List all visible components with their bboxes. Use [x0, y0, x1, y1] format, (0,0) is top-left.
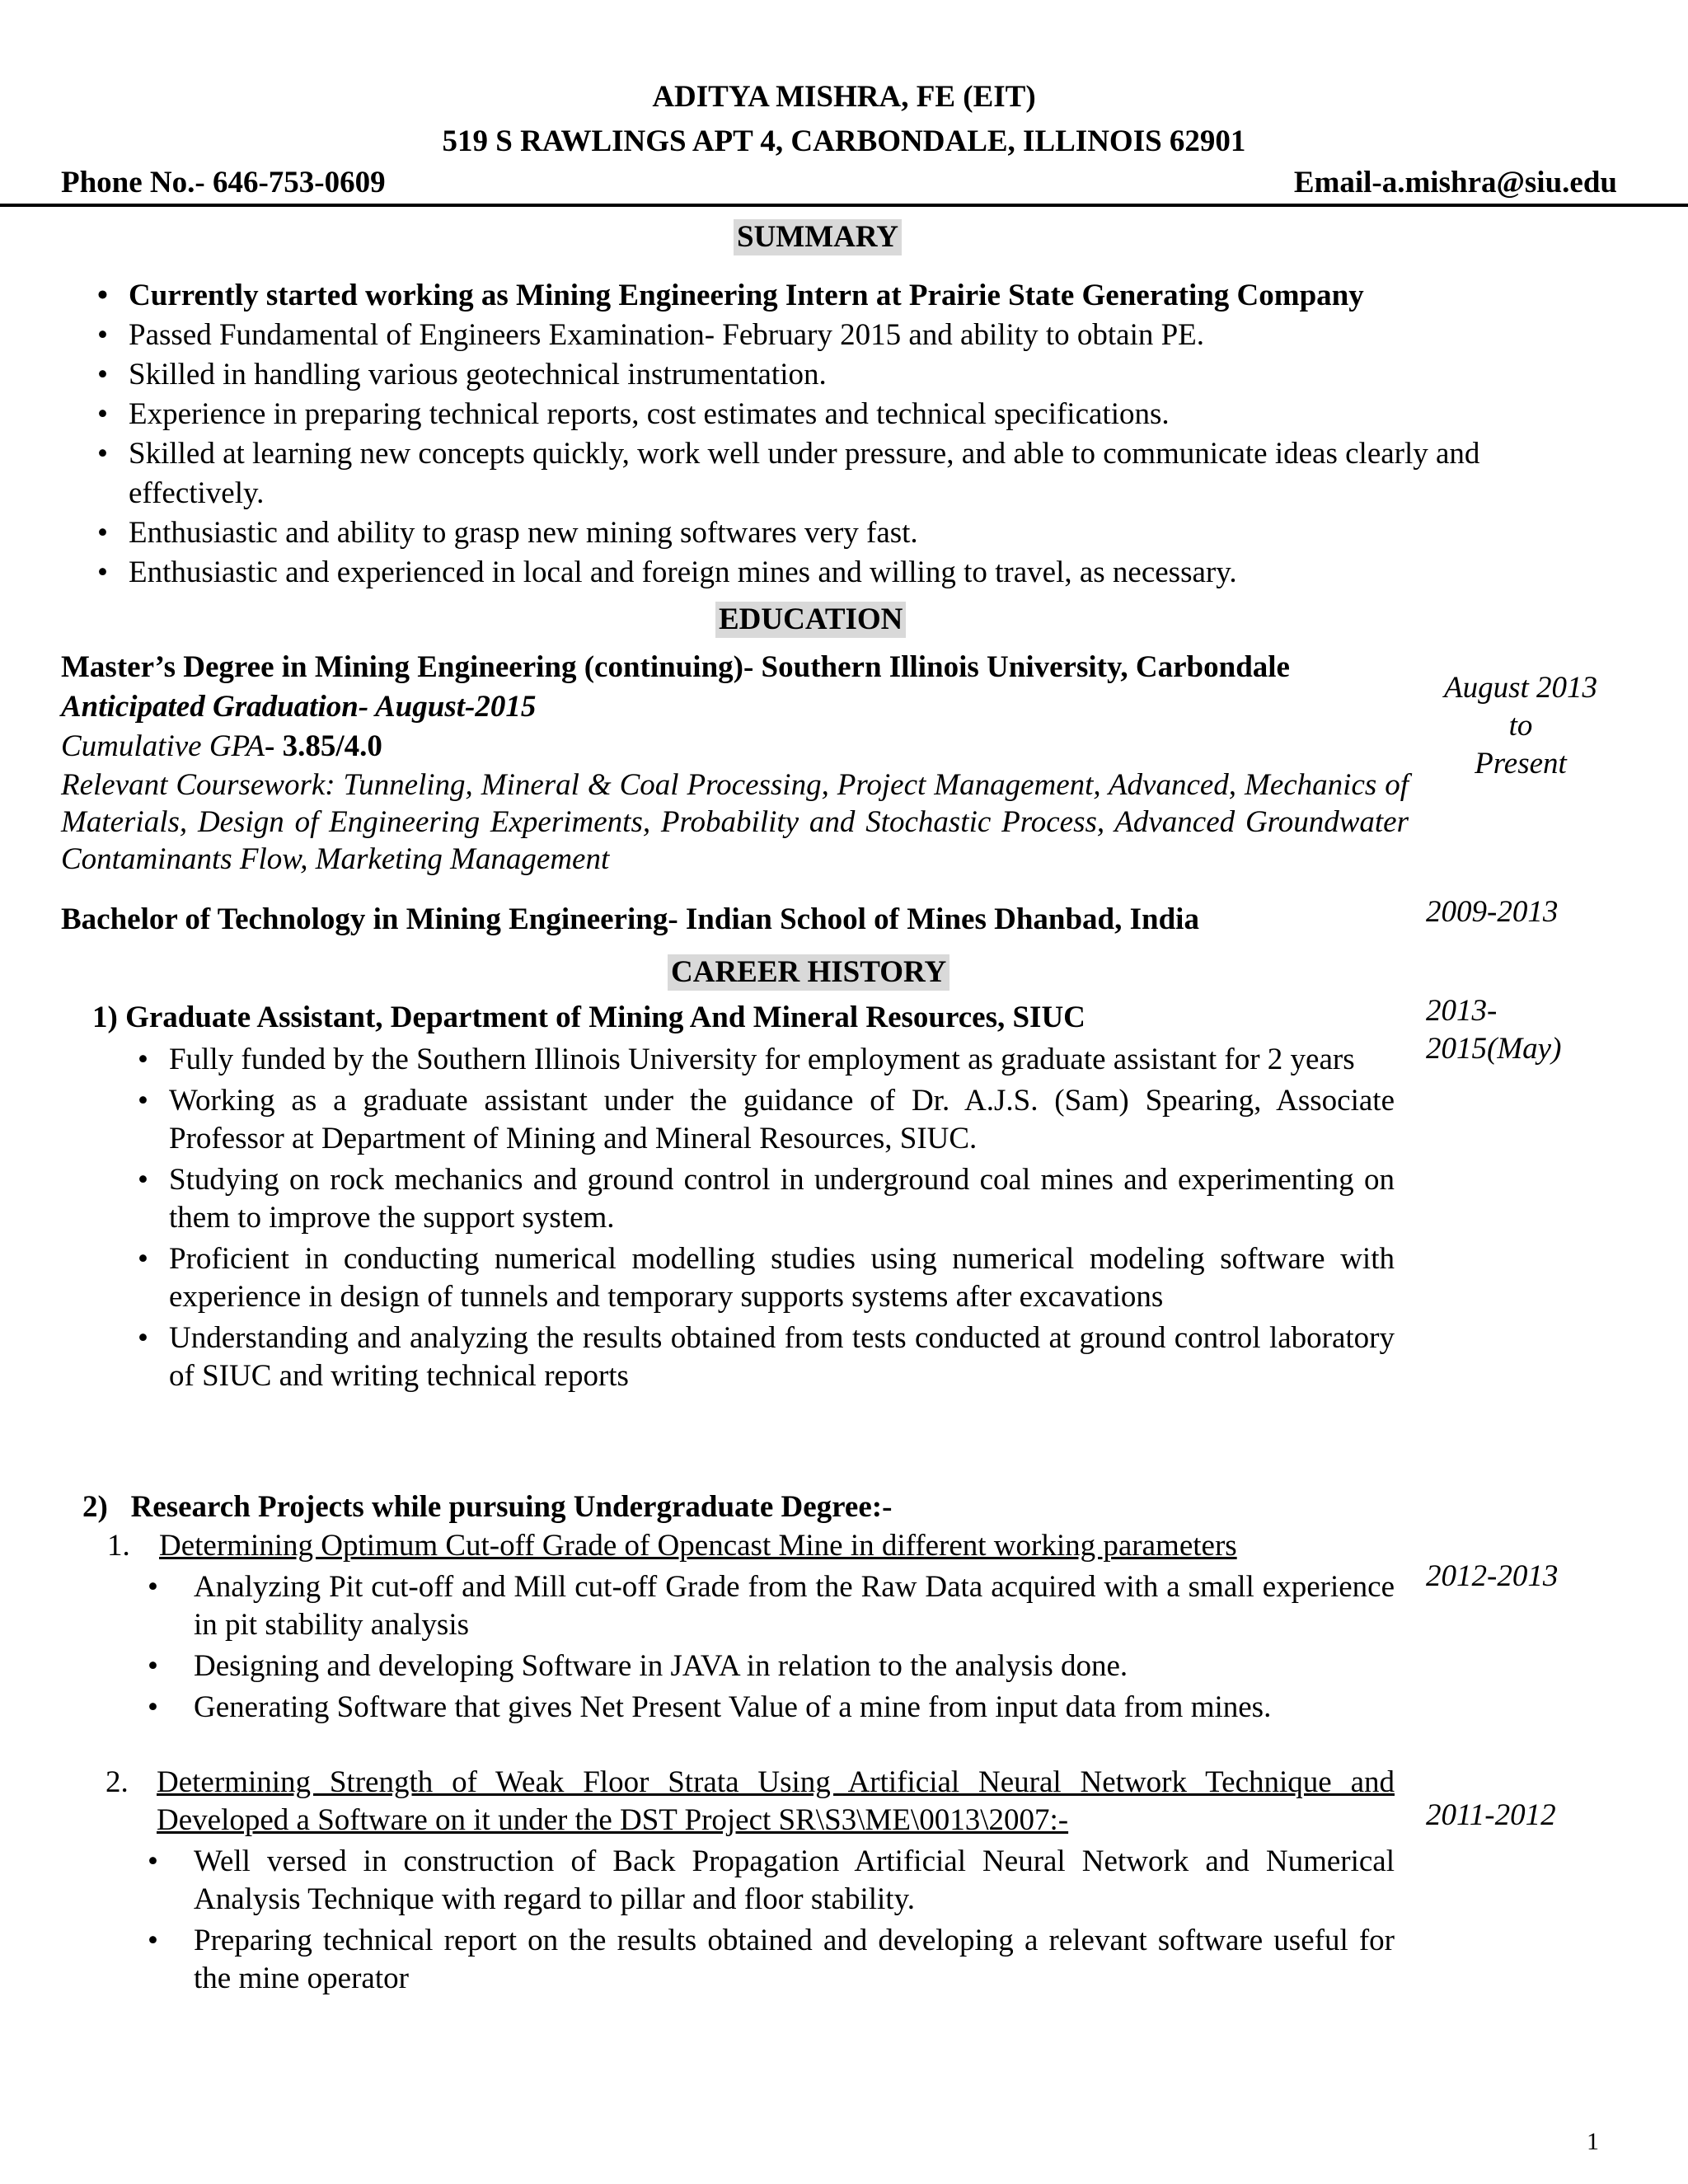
bachelors-date: 2009-2013 [1426, 895, 1559, 929]
masters-date: August 2013 to Present [1443, 671, 1598, 780]
list-item: • Designing and developing Software in JAVA in relation to the analysis done. [194, 1647, 1395, 1685]
project1-title: Determining Optimum Cut-off Grade of Opencast Mine in different working parameters [159, 1529, 1237, 1563]
bullet-icon: • [138, 1043, 148, 1076]
bullet-icon: • [97, 279, 108, 312]
list-item: • Skilled at learning new concepts quickly, work well under pressure, and able to communicate ideas clearly and effectively. [96, 434, 1546, 513]
bullet-icon: • [148, 1649, 158, 1683]
list-item: • Skilled in handling various geotechnical instrumentation. [96, 355, 1546, 395]
summary-heading: SUMMARY [734, 219, 902, 255]
list-item: • Passed Fundamental of Engineers Examination- February 2015 and ability to obtain PE. [96, 316, 1546, 355]
job1-heading: 1) Graduate Assistant, Department of Mining And Mineral Resources, SIUC [92, 1001, 1085, 1034]
bullet-icon: • [138, 1163, 148, 1197]
list-item: • Working as a graduate assistant under the guidance of Dr. A.J.S. (Sam) Spearing, Associate Professor at Department of Mining and Mineral Resources, SIUC. [138, 1084, 1395, 1155]
list-item: • Enthusiastic and experienced in local and foreign mines and willing to travel, as necessary. [96, 553, 1546, 593]
bullet-icon: • [148, 1690, 158, 1724]
list-item: • Preparing technical report on the results obtained and developing a relevant software useful for the mine operator [148, 1924, 1395, 1995]
job1-date: 2013- 2015(May) [1426, 994, 1562, 1066]
list-item: • Proficient in conducting numerical modelling studies using numerical modeling software with experience in design of tunnels and temporary supports systems after excavations [138, 1242, 1395, 1314]
bullet-icon: • [97, 516, 108, 550]
list-item: • Enthusiastic and ability to grasp new mining softwares very fast. [96, 513, 1546, 553]
masters-gpa: Cumulative GPA- 3.85/4.0 [61, 729, 382, 763]
bullet-icon: • [97, 397, 108, 431]
summary-list [96, 276, 1546, 593]
project2-list [148, 1843, 1395, 2001]
bullet-icon: • [148, 1570, 158, 1604]
project2-date: 2011-2012 [1426, 1798, 1556, 1832]
bullet-icon: • [138, 1321, 148, 1355]
education-heading: EDUCATION [715, 602, 906, 638]
bullet-icon: • [148, 1844, 158, 1878]
list-item: • Studying on rock mechanics and ground control in underground coal mines and experimenting on them to improve the support system. [138, 1163, 1395, 1235]
project2-title: Determining Strength of Weak Floor Strata Using Artificial Neural Network Technique and Developed a Software on it under the DST Project SR\S3\ME\0013\2007:- [157, 1765, 1395, 1837]
bullet-icon: • [97, 318, 108, 352]
list-item: • Experience in preparing technical reports, cost estimates and technical specifications. [96, 395, 1546, 434]
bullet-icon: • [97, 358, 108, 391]
email-address: Email-a.mishra@siu.edu [1293, 166, 1617, 199]
phone-number: Phone No.- 646-753-0609 [61, 166, 386, 199]
project2-number: 2. [106, 1765, 129, 1799]
bullet-icon: • [97, 437, 108, 471]
project1-list [148, 1568, 1395, 1730]
project1-number: 1. [107, 1529, 130, 1563]
header-divider [0, 204, 1688, 207]
candidate-name: ADITYA MISHRA, FE (EIT) [652, 80, 1036, 114]
list-item: • Understanding and analyzing the results obtained from tests conducted at ground control laboratory of SIUC and writing technical reports [138, 1321, 1395, 1393]
career-heading: CAREER HISTORY [668, 954, 950, 991]
bullet-icon: • [138, 1084, 148, 1118]
list-item: • Currently started working as Mining Engineering Intern at Prairie State Generating Company [96, 276, 1546, 316]
list-item: • Fully funded by the Southern Illinois University for employment as graduate assistant for 2 years [169, 1041, 1395, 1079]
masters-graduation: Anticipated Graduation- August-2015 [61, 690, 537, 724]
list-item: • Analyzing Pit cut-off and Mill cut-off Grade from the Raw Data acquired with a small experience in pit stability analysis [148, 1570, 1395, 1642]
list-item: • Well versed in construction of Back Propagation Artificial Neural Network and Numerical Analysis Technique with regard to pillar and floor stability. [148, 1844, 1395, 1916]
job1-list [138, 1041, 1395, 1399]
research-heading: 2) Research Projects while pursuing Undergraduate Degree:- [82, 1490, 893, 1524]
masters-coursework: Relevant Coursework: Tunneling, Mineral & Coal Processing, Project Management, Advanced, Mechanics of Materials, Design of Engineering Experiments, Probability and Stochastic Process, Advanced Groundwater Contaminants Flow, Marketing Management [61, 768, 1409, 876]
list-item: • Generating Software that gives Net Present Value of a mine from input data from mines. [194, 1689, 1395, 1727]
bullet-icon: • [148, 1924, 158, 1957]
masters-degree: Master’s Degree in Mining Engineering (continuing)- Southern Illinois University, Carbondale [61, 650, 1290, 684]
bullet-icon: • [138, 1242, 148, 1276]
bullet-icon: • [97, 555, 108, 589]
candidate-address: 519 S RAWLINGS APT 4, CARBONDALE, ILLINOIS 62901 [442, 124, 1246, 158]
bachelors-degree: Bachelor of Technology in Mining Engineering- Indian School of Mines Dhanbad, India [61, 902, 1199, 936]
project1-date: 2012-2013 [1426, 1559, 1559, 1593]
page-number: 1 [1587, 2128, 1599, 2155]
